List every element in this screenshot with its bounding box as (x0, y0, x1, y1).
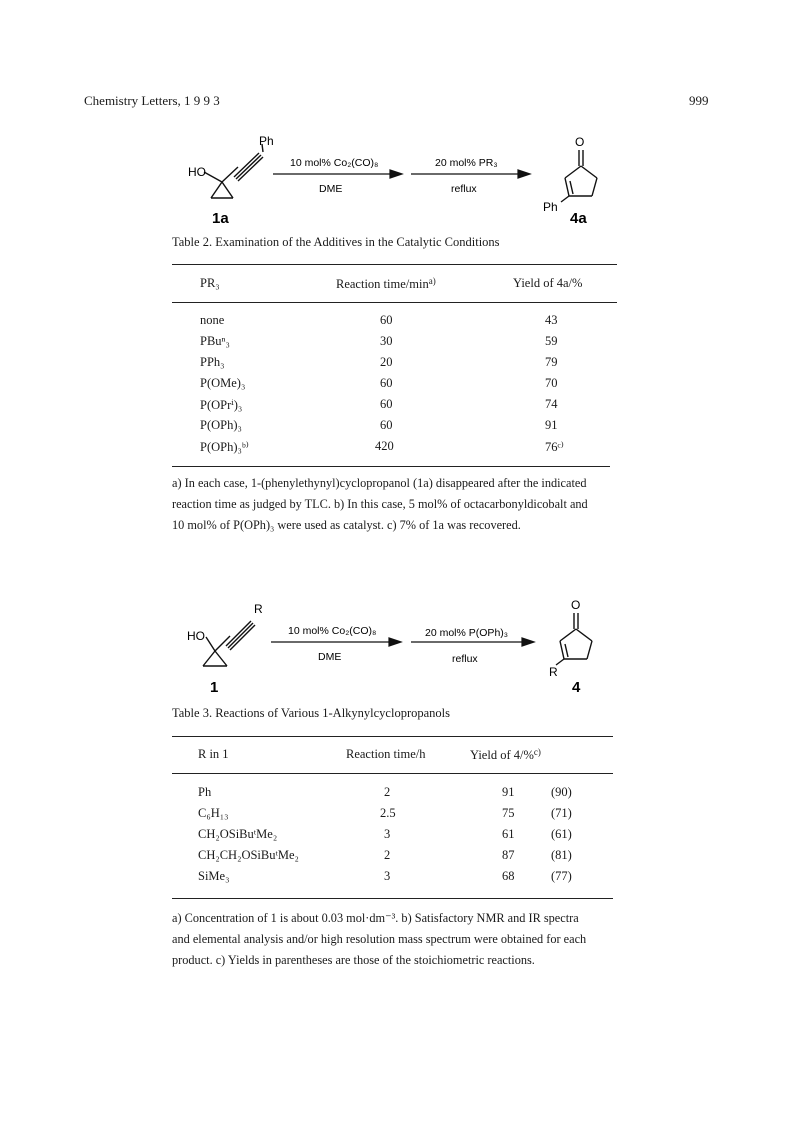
step2-condition: reflux (451, 183, 477, 195)
table3-top-rule (172, 736, 613, 737)
table2-caption: Table 2. Examination of the Additives in the Catalytic Conditions (172, 235, 500, 249)
table-row: P(OPrⁱ)₃ (200, 398, 243, 412)
table-cell-time: 60 (380, 418, 393, 432)
step1-reagent: 10 mol% Co₂(CO)₈ (288, 625, 377, 637)
table-cell-stoich: (77) (551, 869, 572, 883)
compound-label-1: 1 (210, 679, 219, 696)
product-substituent: Ph (543, 200, 558, 214)
table-cell-time: 3 (384, 869, 391, 883)
table-row: SiMe₃ (198, 869, 230, 883)
table-cell-time: 60 (380, 313, 393, 327)
table-cell-yield: 68 (502, 869, 515, 883)
table-cell-stoich: (90) (551, 785, 572, 799)
arrow-step-2 (411, 638, 534, 646)
table2-header-pr3: PR₃ (200, 276, 220, 290)
hydroxyl-label: HO (188, 165, 206, 179)
compound-label-4: 4 (572, 679, 581, 696)
table-cell-yield: 91 (502, 785, 515, 799)
table3-bottom-rule (172, 898, 613, 899)
step2-condition: reflux (452, 653, 478, 665)
ph-substituent: Ph (259, 134, 274, 148)
step2-reagent: 20 mol% PR₃ (435, 157, 498, 169)
table-cell-stoich: (81) (551, 848, 572, 862)
running-header-journal: Chemistry Letters, 1 9 9 3 (84, 93, 220, 108)
table-cell-time: 2 (384, 785, 391, 799)
r-substituent: R (254, 602, 263, 616)
table3-header-rule (172, 773, 613, 774)
table-row: PBuⁿ₃ (200, 334, 230, 348)
table-cell-stoich: (61) (551, 827, 572, 841)
table-cell-yield: 70 (545, 376, 558, 390)
carbonyl-oxygen: O (575, 135, 585, 149)
table3-header-yield-note: c) (533, 747, 541, 757)
table2-header-time-text: Reaction time/min (336, 277, 429, 292)
table3-footnote-line: and elemental analysis and/or high resolution mass spectrum were obtained for each (172, 932, 587, 946)
table-cell-yield: 75 (502, 806, 515, 820)
table-row: P(OPh)₃ (200, 418, 242, 432)
table-cell-time: 60 (380, 397, 393, 411)
table-cell-yield: 76ᶜ⁾ (545, 440, 564, 454)
table-row: CH₂CH₂OSiBuᵗMe₂ (198, 848, 299, 862)
carbonyl-oxygen: O (571, 598, 581, 612)
table2-footnote-line: 10 mol% of P(OPh)₃ were used as catalyst. c) 7% of 1a was recovered. (172, 518, 521, 532)
table3-footnote-line: product. c) Yields in parentheses are those of the stoichiometric reactions. (172, 953, 535, 967)
table-cell-yield: 79 (545, 355, 558, 369)
table-cell-time: 2.5 (380, 806, 396, 820)
table-row: none (200, 313, 225, 327)
step2-reagent: 20 mol% P(OPh)₃ (425, 627, 509, 639)
table-row: P(OMe)₃ (200, 376, 246, 390)
table2-header-time-note: a) (428, 276, 436, 286)
table3-header-yield-text: Yield of 4/% (470, 748, 534, 763)
table3-footnote-line: a) Concentration of 1 is about 0.03 mol·dm⁻³. b) Satisfactory NMR and IR spectra (172, 911, 579, 925)
table2-footnote-line: reaction time as judged by TLC. b) In this case, 5 mol% of octacarbonyldicobalt and (172, 497, 588, 511)
table3-header-r: R in 1 (198, 747, 229, 761)
table-cell-yield: 87 (502, 848, 515, 862)
product-substituent: R (549, 665, 558, 679)
table-cell-time: 30 (380, 334, 393, 348)
compound-label-1a: 1a (212, 210, 229, 227)
table-cell-yield: 74 (545, 397, 558, 411)
arrow-step-1 (271, 638, 401, 646)
step1-solvent: DME (318, 651, 342, 663)
table-cell-yield: 61 (502, 827, 515, 841)
table-cell-yield: 91 (545, 418, 558, 432)
table3-footnote (172, 908, 652, 971)
step1-reagent: 10 mol% Co₂(CO)₈ (290, 157, 379, 169)
table-cell-yield: 43 (545, 313, 558, 327)
hydroxyl-label: HO (187, 629, 205, 643)
table3-caption: Table 3. Reactions of Various 1-Alkynylcyclopropanols (172, 706, 451, 720)
table2-header-yield: Yield of 4a/% (513, 276, 583, 290)
table-cell-yield: 59 (545, 334, 558, 348)
step1-solvent: DME (319, 183, 343, 195)
table-row: C₆H₁₃ (198, 806, 229, 820)
table3-header-time: Reaction time/h (346, 747, 426, 761)
table2-footnote-line: a) In each case, 1-(phenylethynyl)cyclopropanol (1a) disappeared after the indicated (172, 476, 587, 490)
table3-header-yield (470, 747, 541, 763)
table-cell-time: 3 (384, 827, 391, 841)
cyclopropanol-1-structure (203, 621, 255, 666)
table-row: Ph (198, 785, 212, 799)
cyclopentenone-4-structure (556, 613, 592, 665)
compound-label-4a: 4a (570, 210, 587, 227)
table-cell-stoich: (71) (551, 806, 572, 820)
table-cell-time: 420 (375, 439, 394, 453)
table-cell-time: 60 (380, 376, 393, 390)
table-cell-time: 20 (380, 355, 393, 369)
table-row: P(OPh)₃ᵇ⁾ (200, 440, 249, 454)
table-row: CH₂OSiBuᵗMe₂ (198, 827, 278, 841)
page-number: 999 (689, 93, 709, 108)
table-cell-time: 2 (384, 848, 391, 862)
table-row: PPh₃ (200, 355, 225, 369)
